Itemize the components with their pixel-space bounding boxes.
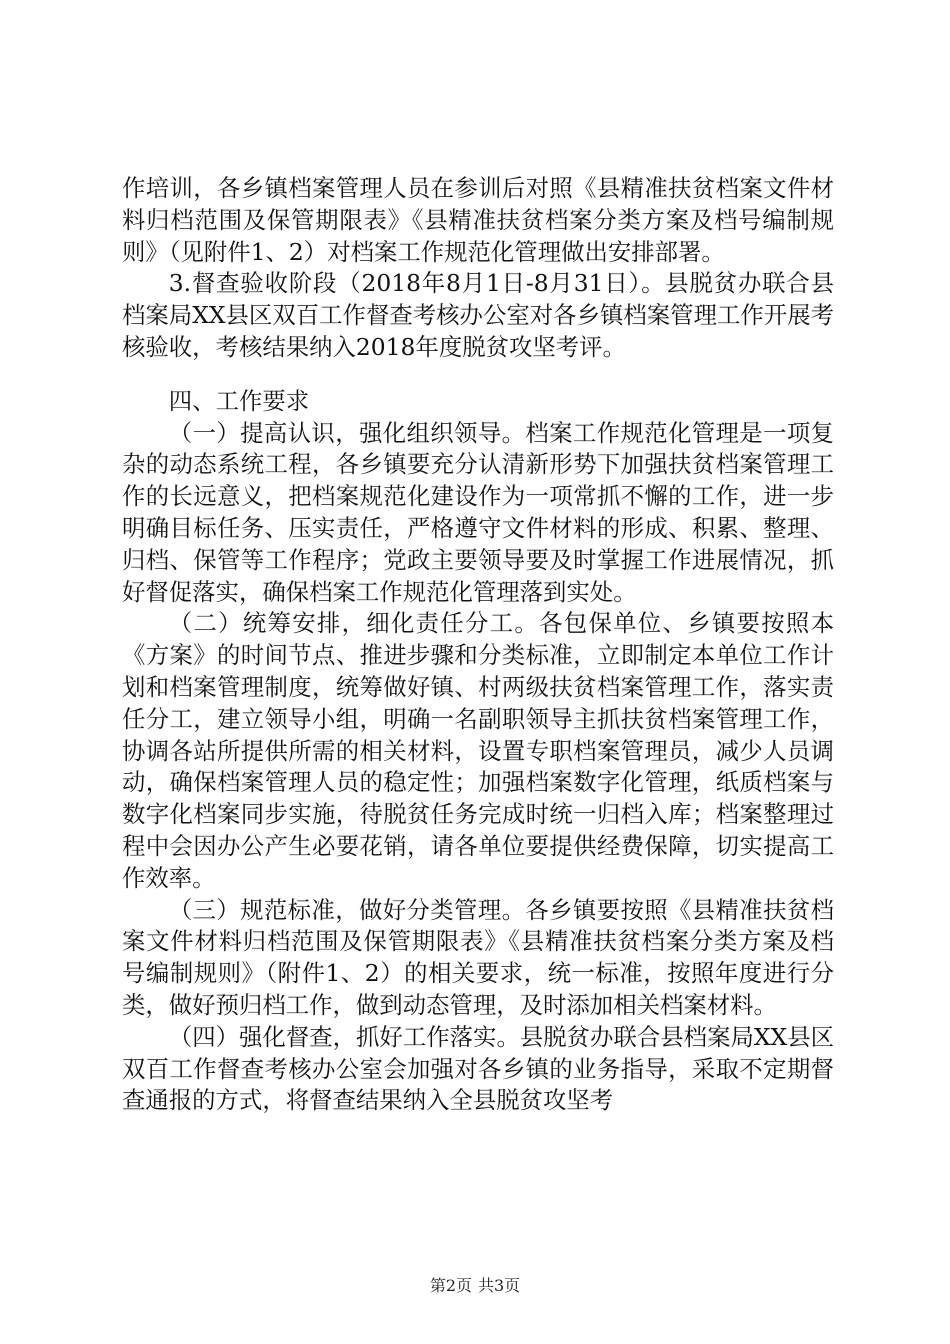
page-footer bbox=[0, 1276, 950, 1296]
requirement-paragraph-1: （一）提高认识，强化组织领导。档案工作规范化管理是一项复杂的动态系统工程，各乡镇要充分认清新形势下加强扶贫档案管理工作的长远意义，把档案规范化建设作为一项常抓不懈的工作，进一步明确目标任务、压实责任，严格遵守文件材料的形成、积累、整理、归档、保管等工作程序；党政主要领导要及时掌握工作进展情况，抓好督促落实，确保档案工作规范化管理落到实处。 bbox=[122, 418, 834, 606]
section-heading-work-requirements: 四、工作要求 bbox=[168, 386, 310, 415]
requirement-paragraph-3: （三）规范标准，做好分类管理。各乡镇要按照《县精准扶贫档案文件材料归档范围及保管期限表》《县精准扶贫档案分类方案及档号编制规则》（附件1、2）的相关要求，统一标准，按照年度进行分类，做好预归档工作，做到动态管理，及时添加相关档案材料。 bbox=[122, 895, 834, 1019]
requirement-paragraph-4: （四）强化督查，抓好工作落实。县脱贫办联合县档案局XX县区双百工作督查考核办公室会加强对各乡镇的业务指导，采取不定期督查通报的方式，将督查结果纳入全县脱贫攻坚考 bbox=[122, 1022, 834, 1115]
paragraph-training-continued: 作培训，各乡镇档案管理人员在参训后对照《县精准扶贫档案文件材料归档范围及保管期限表》《县精准扶贫档案分类方案及档号编制规则》（见附件1、2）对档案工作规范化管理做出安排部署。 bbox=[122, 174, 834, 266]
section-gap bbox=[122, 364, 834, 386]
paragraph-inspection-stage: 3.督查验收阶段（2018年8月1日-8月31日）。县脱贫办联合县档案局XX县区双百工作督查考核办公室对各乡镇档案管理工作开展考核验收，考核结果纳入2018年度脱贫攻坚考评。 bbox=[122, 269, 834, 361]
page-number: 第2页 bbox=[429, 1276, 472, 1295]
page-total: 共3页 bbox=[478, 1276, 521, 1295]
requirement-paragraph-2: （二）统筹安排，细化责任分工。各包保单位、乡镇要按照本《方案》的时间节点、推进步骤和分类标准，立即制定本单位工作计划和档案管理制度，统筹做好镇、村两级扶贫档案管理工作，落实责任分工，建立领导小组，明确一名副职领导主抓扶贫档案管理工作，协调各站所提供所需的相关材料，设置专职档案管理员，减少人员调动，确保档案管理人员的稳定性；加强档案数字化管理，纸质档案与数字化档案同步实施，待脱贫任务完成时统一归档入库；档案整理过程中会因办公产生必要花销，请各单位要提供经费保障，切实提高工作效率。 bbox=[122, 609, 834, 892]
document-body bbox=[122, 173, 834, 1117]
